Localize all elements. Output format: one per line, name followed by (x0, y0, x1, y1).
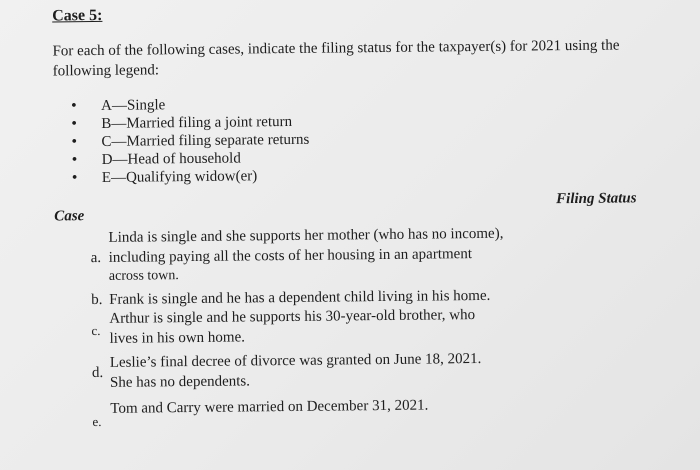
case-d-letter: d. (91, 364, 104, 382)
case-column-header: Case (54, 208, 85, 225)
case-c-line-2: lives in his own home. (109, 329, 246, 347)
case-title: Case 5: (52, 6, 103, 25)
case-d-line-2: She has no dependents. (109, 373, 251, 391)
case-e-letter: e. (92, 413, 102, 430)
case-b-letter: b. (91, 291, 103, 309)
instructions-paragraph: For each of the following cases, indicate the filing status for the taxpayer(s) for 2021 using the following legend: (52, 37, 620, 80)
legend-item-b: • B—Married filing a joint return (71, 113, 309, 133)
case-c-line-1: Arthur is single and he supports his 30-year-old brother, who (109, 307, 476, 327)
legend-item-e: • E—Qualifying widow(er) (72, 167, 310, 187)
case-e-line-1: Tom and Carry were married on December 31, 2021. (110, 397, 429, 417)
legend-item-d: • D—Head of household (72, 149, 310, 169)
case-a-letter: a. (90, 249, 102, 267)
legend-list (71, 95, 310, 187)
case-c-letter: c. (91, 322, 101, 339)
case-a-line-2: including paying all the costs of her housing in an apartment (108, 246, 473, 266)
filing-status-column-header: Filing Status (556, 190, 637, 208)
case-a-line-3: across town. (108, 268, 179, 284)
case-a-line-1: Linda is single and she supports her mother (who has no income), (108, 225, 504, 246)
case-d-line-1: Leslie’s final decree of divorce was granted on June 18, 2021. (109, 350, 482, 371)
case-b-line-1: Frank is single and he has a dependent child living in his home. (109, 287, 491, 308)
legend-item-a: • A—Single (71, 95, 309, 115)
legend-item-c: • C—Married filing separate returns (71, 131, 309, 151)
